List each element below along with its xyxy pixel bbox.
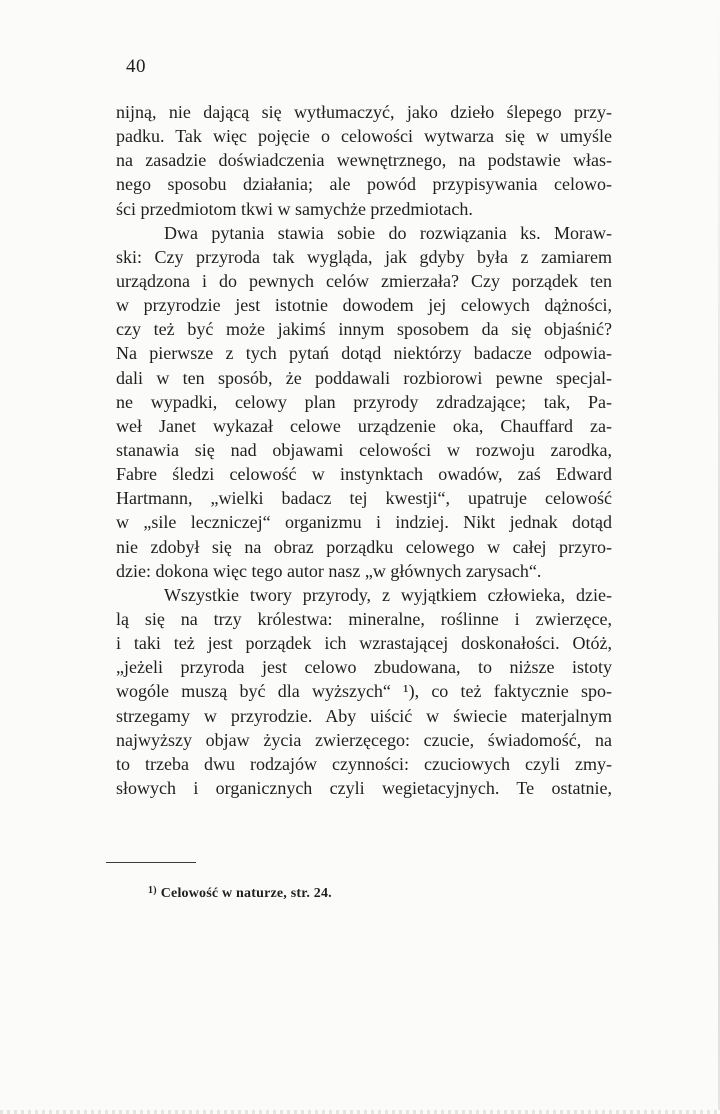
text-line: Na pierwsze z tych pytań dotąd niektórzy badacze odpowia- bbox=[116, 343, 612, 364]
text-line: czy też być może jakimś innym sposobem da się objaśnić? bbox=[116, 319, 612, 340]
text-line: padku. Tak więc pojęcie o celowości wytwarza się w umyśle bbox=[116, 126, 612, 147]
footnote-marker: 1) bbox=[148, 885, 157, 896]
footnote-divider bbox=[106, 862, 196, 863]
text-line: lą się na trzy królestwa: mineralne, roślinne i zwierzęce, bbox=[116, 608, 612, 629]
text-line: słowych i organicznych czyli wegietacyjnych. Te ostatnie, bbox=[116, 777, 612, 798]
text-line: stanawia się nad objawami celowości w rozwoju zarodka, bbox=[116, 439, 612, 460]
text-line: nego sposobu działania; ale powód przypisywania celowo- bbox=[116, 174, 612, 195]
text-line: Dwa pytania stawia sobie do rozwiązania ks. Moraw- bbox=[164, 222, 612, 243]
page-edge-noise bbox=[0, 1110, 720, 1114]
text-line: weł Janet wykazał celowe urządzenie oka, Chauffard za- bbox=[116, 415, 612, 436]
page-number: 40 bbox=[126, 56, 146, 77]
text-line: nie zdobył się na obraz porządku celowego w całej przyro- bbox=[116, 536, 612, 557]
text-line: Hartmann, „wielki badacz tej kwestji“, upatruje celowość bbox=[116, 488, 612, 509]
text-line: strzegamy w przyrodzie. Aby uiścić w świecie materjalnym bbox=[116, 705, 612, 726]
text-line: Fabre śledzi celowość w instynktach owadów, zaś Edward bbox=[116, 464, 612, 485]
footnote bbox=[148, 885, 332, 902]
text-line: nijną, nie dającą się wytłumaczyć, jako dzieło ślepego przy- bbox=[116, 102, 612, 122]
text-line: to trzeba dwu rodzajów czynności: czuciowych czyli zmy- bbox=[116, 753, 612, 774]
text-line: najwyższy objaw życia zwierzęcego: czucie, świadomość, na bbox=[116, 729, 612, 750]
text-line: i taki też jest porządek ich wzrastającej doskonałości. Otóż, bbox=[116, 633, 612, 654]
text-line: „jeżeli przyroda jest celowo zbudowana, to niższe istoty bbox=[116, 657, 612, 678]
text-line: ści przedmiotom tkwi w samychże przedmiotach. bbox=[116, 198, 473, 219]
text-line: wogóle muszą być dla wyższych“ ¹), co też faktycznie spo- bbox=[116, 681, 612, 702]
text-line: ne wypadki, celowy plan przyrody zdradzające; tak, Pa- bbox=[116, 391, 612, 412]
text-line: w „sile leczniczej“ organizmu i indziej. Nikt jednak dotąd bbox=[116, 512, 612, 533]
body-text bbox=[116, 100, 612, 800]
text-line: ski: Czy przyroda tak wygląda, jak gdyby była z zamiarem bbox=[116, 246, 612, 267]
text-line: dzie: dokona więc tego autor nasz „w głównych zarysach“. bbox=[116, 560, 542, 581]
text-line: dali w ten sposób, że poddawali rozbiorowi pewne specjal- bbox=[116, 367, 612, 388]
text-line: urządzona i do pewnych celów zmierzała? Czy porządek ten bbox=[116, 270, 612, 291]
text-line: w przyrodzie jest istotnie dowodem jej celowych dążności, bbox=[116, 295, 612, 316]
text-line: na zasadzie doświadczenia wewnętrznego, na podstawie włas- bbox=[116, 150, 612, 171]
text-line: Wszystkie twory przyrody, z wyjątkiem człowieka, dzie- bbox=[164, 584, 612, 605]
footnote-text: Celowość w naturze, str. 24. bbox=[160, 886, 332, 901]
